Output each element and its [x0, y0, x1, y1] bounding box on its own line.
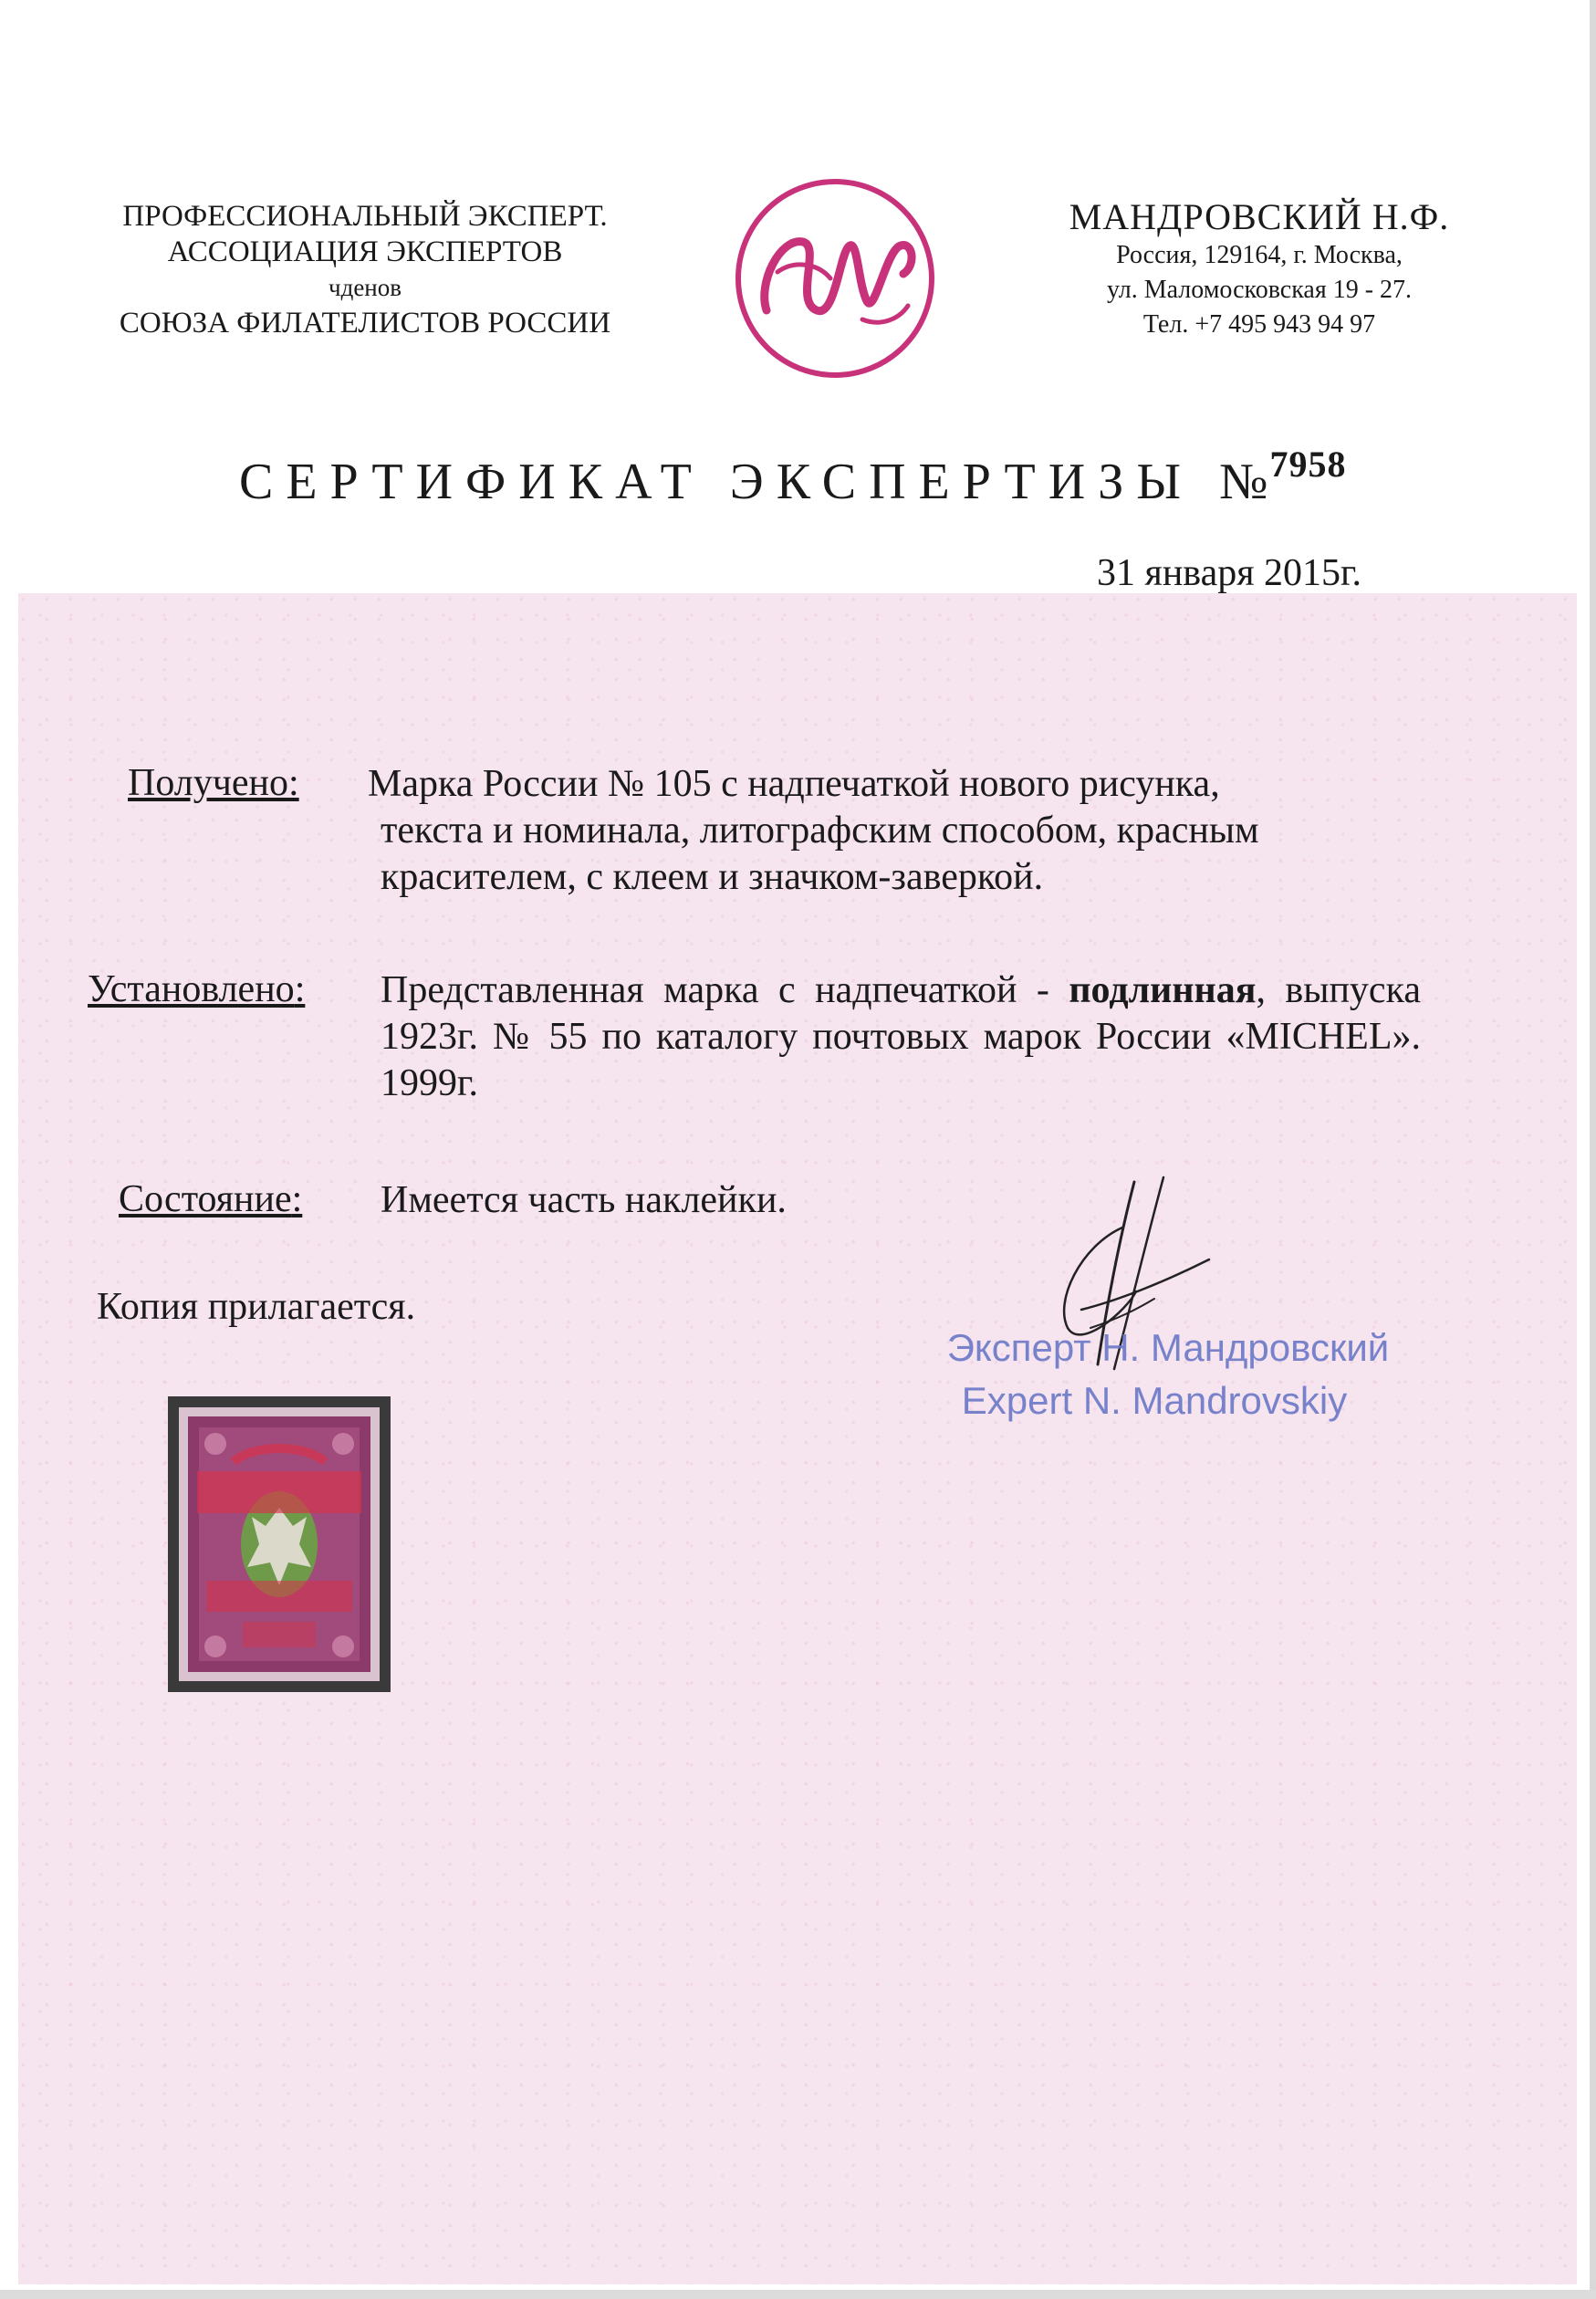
- condition-label: Состояние: [119, 1178, 292, 1220]
- association-line: ПРОФЕССИОНАЛЬНЫЙ ЭКСПЕРТ.: [122, 200, 608, 233]
- number-sign: №: [1219, 454, 1268, 510]
- postage-stamp-image: [179, 1407, 380, 1681]
- established-text: [381, 967, 1421, 1107]
- received-line: красителем, с клеем и значком-заверкой.: [381, 856, 1044, 898]
- page-edge-right: [1590, 0, 1596, 2299]
- condition-label-wrap: Состояние:: [119, 1178, 303, 1220]
- expert-address-line: ул. Маломосковская 19 - 27.: [1106, 276, 1413, 304]
- established-label: Установлено: [88, 968, 295, 1010]
- expert-address-line: Россия, 129164, г. Москва,: [1116, 241, 1403, 269]
- certificate-title-text: СЕРТИФИКАТ ЭКСПЕРТИЗЫ: [239, 454, 1194, 510]
- association-line: АССОЦИАЦИЯ ЭКСПЕРТОВ: [167, 235, 563, 268]
- expert-ink-stamp: [913, 1322, 1424, 1427]
- expert-phone: Тел. +7 495 943 94 97: [1142, 310, 1376, 339]
- expert-name: МАНДРОВСКИЙ Н.Ф.: [1069, 196, 1450, 237]
- copy-attached-note: Копия прилагается.: [97, 1286, 416, 1328]
- association-line: чденов: [329, 274, 402, 301]
- association-line: СОЮЗА ФИЛАТЕЛИСТОВ РОССИИ: [119, 307, 611, 340]
- received-line: Марка России № 105 с надпечаткой нового рисунка,: [368, 763, 1220, 805]
- certificate-number: 7958: [1269, 444, 1347, 485]
- expert-header: [1040, 196, 1478, 342]
- condition-text: Имеется часть наклейки.: [381, 1179, 787, 1221]
- expert-stamp-line-ru: Эксперт Н. Мандровский: [946, 1326, 1390, 1369]
- established-label-wrap: Установлено:: [88, 968, 306, 1010]
- expert-stamp-line-en: Expert N. Mandrovskiy: [961, 1379, 1348, 1422]
- certificate-title: [239, 444, 1347, 511]
- authentic-verdict: подлинная: [1069, 969, 1257, 1011]
- established-text-start: Представленная марка с надпечаткой -: [381, 969, 1069, 1011]
- page-edge-bottom: [0, 2290, 1596, 2299]
- established-text-end: , выпуска 1923г. № 55 по каталогу почтовых марок России «MICHEL». 1999г.: [381, 969, 1421, 1104]
- certificate-date: 31 января 2015г.: [1097, 552, 1362, 594]
- received-line: текста и номинала, литографским способом, красным: [381, 810, 1259, 852]
- association-header: [73, 199, 657, 341]
- received-label: Получено: [128, 762, 288, 804]
- monogram-logo-icon: [730, 173, 940, 383]
- received-text: [368, 761, 1437, 901]
- received-label-wrap: Получено:: [128, 762, 299, 804]
